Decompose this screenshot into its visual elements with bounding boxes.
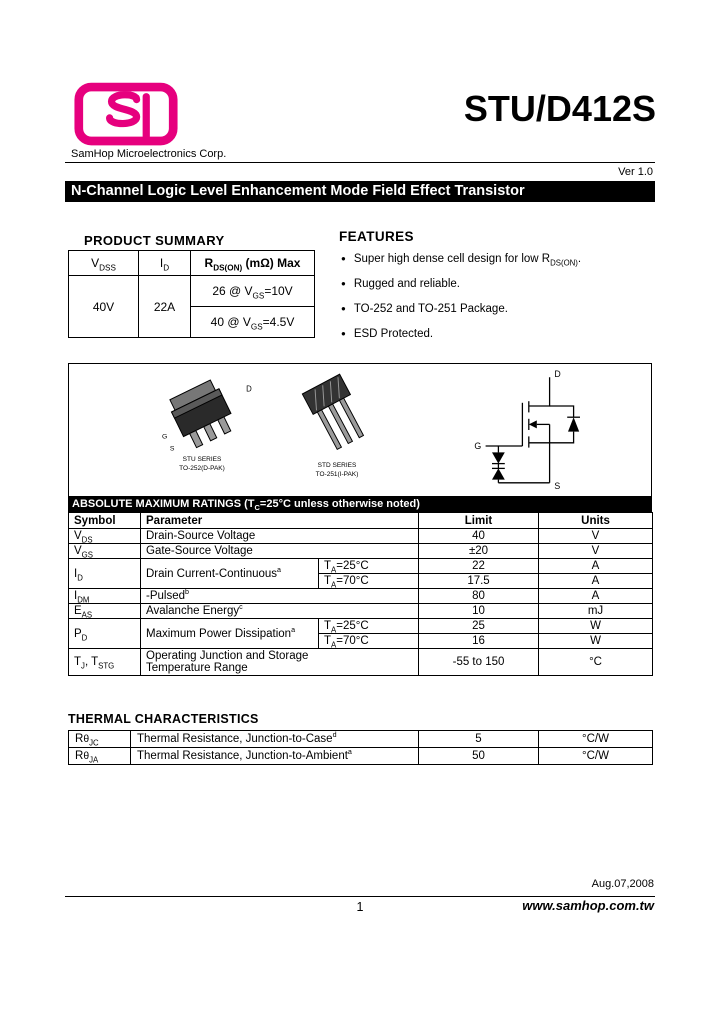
- schematic-source-label: S: [554, 481, 561, 492]
- pd-units-25c: W: [539, 619, 653, 634]
- feature-item: ● ESD Protected.: [341, 328, 434, 340]
- ps-vdss-value: 40V: [69, 276, 139, 338]
- col-symbol: Symbol: [69, 513, 141, 529]
- product-summary-table: [68, 250, 315, 338]
- pd-symbol: $P_D$: [69, 619, 141, 649]
- row-tj-tstg: [69, 649, 653, 676]
- idm-parameter: -Pulsed$^b$: [141, 589, 419, 604]
- id-units-25c: A: [539, 559, 653, 574]
- col-units: Units: [539, 513, 653, 529]
- eas-limit: 10: [419, 604, 539, 619]
- feature-item: ● TO-252 and TO-251 Package.: [341, 303, 508, 315]
- ps-rdson-value-2: 40 @ $V_{GS}=4.5V$: [191, 307, 315, 338]
- product-summary-heading: PRODUCT SUMMARY: [84, 233, 225, 248]
- pin-label-g: G: [162, 433, 168, 441]
- features-list: [341, 253, 651, 353]
- feature-item: ● Rugged and reliable.: [341, 278, 460, 290]
- ps-id-value: 22A: [139, 276, 191, 338]
- row-pd-25c: [69, 619, 653, 634]
- row-id-25c: [69, 559, 653, 574]
- bullet-icon: ●: [341, 253, 346, 263]
- thermal-characteristics-heading: THERMAL CHARACTERISTICS: [68, 712, 259, 726]
- mosfet-schematic: [431, 366, 641, 494]
- row-idm: [69, 589, 653, 604]
- row-rth-ja: [69, 748, 653, 765]
- eas-symbol: $E_{AS}$: [69, 604, 141, 619]
- rthja-limit: 50: [419, 748, 539, 765]
- page-number: 1: [356, 900, 364, 914]
- idm-limit: 80: [419, 589, 539, 604]
- to251-package-drawing: [291, 370, 387, 466]
- absolute-max-ratings-table: [68, 512, 653, 676]
- id-condition-70c: $T_A=70^\circ C$: [319, 574, 419, 589]
- pd-limit-25c: 25: [419, 619, 539, 634]
- pin-label-s: S: [169, 445, 175, 453]
- id-limit-70c: 17.5: [419, 574, 539, 589]
- pin-label-d: D: [246, 384, 252, 394]
- bullet-icon: ●: [341, 303, 346, 313]
- ps-rdson-value-1: 26 @ $V_{GS}=10V$: [191, 276, 315, 307]
- header-divider: [65, 162, 655, 163]
- absolute-max-ratings-header: ABSOLUTE MAXIMUM RATINGS ($T_C=25^\circ C$ unless otherwise noted): [68, 497, 652, 512]
- vgs-units: V: [539, 544, 653, 559]
- ps-col-id: $I_D$: [139, 251, 191, 276]
- ps-value-row-1: [69, 276, 315, 307]
- pd-parameter: Maximum Power Dissipation$^a$: [141, 619, 319, 649]
- vds-parameter: Drain-Source Voltage: [141, 529, 419, 544]
- ratings-header-row: [69, 513, 653, 529]
- package-outline-box: [68, 363, 652, 497]
- ps-col-vdss: $V_{DSS}$: [69, 251, 139, 276]
- samhop-logo: [73, 82, 179, 153]
- rthjc-units: °C/W: [539, 731, 653, 748]
- vgs-symbol: $V_{GS}$: [69, 544, 141, 559]
- col-parameter: Parameter: [141, 513, 419, 529]
- bullet-icon: ●: [341, 328, 346, 338]
- version-label: Ver 1.0: [618, 166, 653, 178]
- tj-symbol: $T_J$, $T_{STG}$: [69, 649, 141, 676]
- rthja-parameter: Thermal Resistance, Junction-to-Ambient$^a$: [131, 748, 419, 765]
- vds-limit: 40: [419, 529, 539, 544]
- id-condition-25c: $T_A=25^\circ C$: [319, 559, 419, 574]
- tj-units: °C: [539, 649, 653, 676]
- rthjc-parameter: Thermal Resistance, Junction-to-Case$^d$: [131, 731, 419, 748]
- id-parameter: Drain Current-Continuous$^a$: [141, 559, 319, 589]
- to251-package-label: STD SERIES TO-251(I-PAK): [315, 462, 359, 478]
- id-limit-25c: 22: [419, 559, 539, 574]
- footer-divider: [65, 896, 655, 897]
- footer-website: www.samhop.com.tw: [522, 898, 654, 913]
- to252-package-label: STU SERIES TO-252(D-PAK): [179, 456, 225, 472]
- idm-symbol: $I_{DM}$: [69, 589, 141, 604]
- row-eas: [69, 604, 653, 619]
- document-title-bar: N-Channel Logic Level Enhancement Mode Field Effect Transistor: [65, 181, 655, 202]
- row-vgs: [69, 544, 653, 559]
- tj-limit: -55 to 150: [419, 649, 539, 676]
- rthja-units: °C/W: [539, 748, 653, 765]
- pd-units-70c: W: [539, 634, 653, 649]
- schematic-gate-label: G: [474, 441, 482, 452]
- pd-limit-70c: 16: [419, 634, 539, 649]
- ps-col-rdson: $R_{DS(ON)}$ (mΩ) Max: [191, 251, 315, 276]
- schematic-drain-label: D: [554, 369, 561, 380]
- row-rth-jc: [69, 731, 653, 748]
- bullet-icon: ●: [341, 278, 346, 288]
- ps-header-row: [69, 251, 315, 276]
- rthjc-limit: 5: [419, 731, 539, 748]
- features-heading: FEATURES: [339, 229, 414, 244]
- vgs-limit: ±20: [419, 544, 539, 559]
- rthja-symbol: $R\theta_{JA}$: [69, 748, 131, 765]
- thermal-characteristics-table: [68, 730, 653, 765]
- vds-units: V: [539, 529, 653, 544]
- pd-condition-25c: $T_A=25^\circ C$: [319, 619, 419, 634]
- feature-item: ● Super high dense cell design for low $R_{DS(ON)}$.: [341, 253, 582, 268]
- id-symbol: $I_D$: [69, 559, 141, 589]
- row-vds: [69, 529, 653, 544]
- footer-date: Aug.07,2008: [591, 878, 654, 890]
- vgs-parameter: Gate-Source Voltage: [141, 544, 419, 559]
- vds-symbol: $V_{DS}$: [69, 529, 141, 544]
- rthjc-symbol: $R\theta_{JC}$: [69, 731, 131, 748]
- to252-package-drawing: [151, 374, 261, 462]
- idm-units: A: [539, 589, 653, 604]
- id-units-70c: A: [539, 574, 653, 589]
- col-limit: Limit: [419, 513, 539, 529]
- eas-parameter: Avalanche Energy$^c$: [141, 604, 419, 619]
- tj-parameter: Operating Junction and Storage Temperature Range: [141, 649, 419, 676]
- company-name: SamHop Microelectronics Corp.: [71, 148, 227, 160]
- eas-units: mJ: [539, 604, 653, 619]
- pd-condition-70c: $T_A=70^\circ C$: [319, 634, 419, 649]
- part-number-title: STU/D412S: [463, 88, 656, 129]
- samhop-logo-icon: [73, 82, 179, 148]
